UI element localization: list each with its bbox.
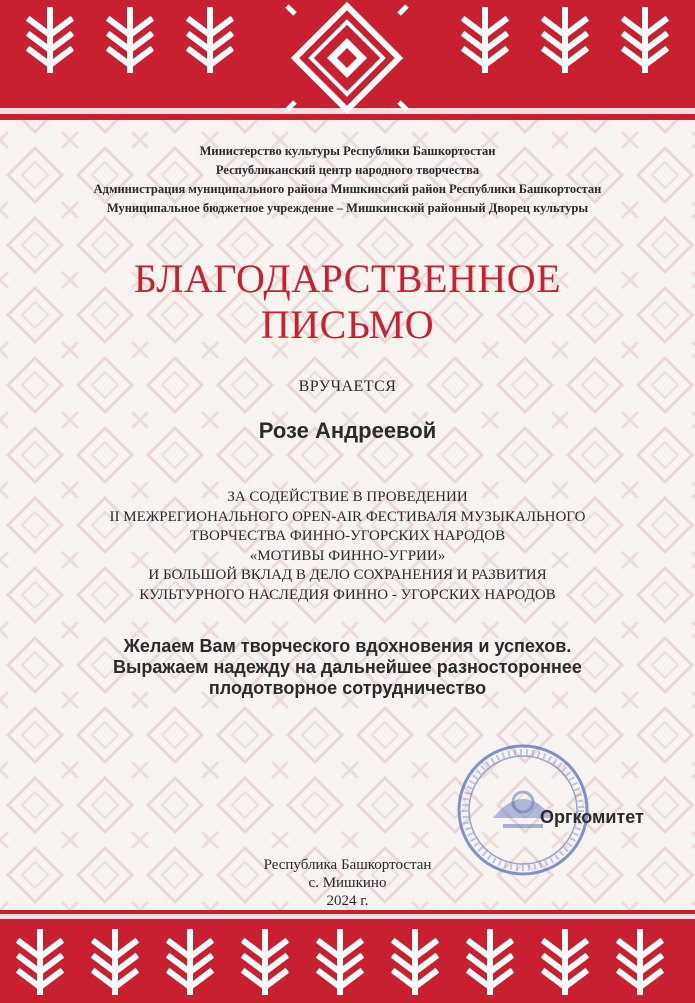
place-line: Республика Башкортостан — [263, 857, 432, 873]
reason-line: ТВОРЧЕСТВА ФИННО-УГОРСКИХ НАРОДОВ — [189, 528, 506, 545]
header-line: Администрация муниципального района Мишкинский район Республики Башкортостан — [93, 182, 602, 196]
reason-line: «МОТИВЫ ФИННО-УГРИИ» — [249, 547, 446, 564]
signature-label: Оргкомитет — [540, 807, 644, 827]
wishes-line: Желаем Вам творческого вдохновения и успехов. — [123, 636, 572, 656]
top-ornament-band — [0, 0, 695, 120]
reason-line: КУЛЬТУРНОГО НАСЛЕДИЯ ФИННО - УГОРСКИХ НАРОДОВ — [139, 586, 556, 603]
bottom-ornament-band — [0, 910, 695, 1003]
wishes-line: Выражаем надежду на дальнейшее разностороннее — [113, 657, 582, 677]
handed-label: ВРУЧАЕТСЯ — [298, 378, 397, 395]
title-line: ПИСЬМО — [260, 302, 435, 347]
title-line: БЛАГОДАРСТВЕННОЕ — [133, 256, 562, 301]
award-reason — [0, 488, 695, 606]
header-line: Министерство культуры Республики Башкортостан — [199, 144, 496, 158]
header-line: Республиканский центр народного творчества — [215, 163, 480, 177]
reason-line: ЗА СОДЕЙСТВИЕ В ПРОВЕДЕНИИ — [227, 489, 468, 505]
reason-line: И БОЛЬШОЙ ВКЛАД В ДЕЛО СОХРАНЕНИЯ И РАЗВИТИЯ — [148, 567, 547, 584]
top-ornament-graphic — [0, 0, 695, 120]
recipient-name: Розе Андреевой — [258, 418, 437, 443]
place-line: с. Мишкино — [308, 875, 387, 891]
issuer-header — [0, 142, 695, 218]
bottom-ornament-graphic — [0, 910, 695, 1003]
place-line: 2024 г. — [326, 893, 369, 909]
reason-line: II МЕЖРЕГИОНАЛЬНОГО OPEN-AIR ФЕСТИВАЛЯ МУЗЫКАЛЬНОГО — [109, 508, 586, 525]
place-and-year — [0, 856, 695, 910]
wishes-text — [0, 636, 695, 699]
document-title — [0, 256, 695, 348]
wishes-line: плодотворное сотрудничество — [208, 678, 487, 698]
header-line: Муниципальное бюджетное учреждение – Мишкинский районный Дворец культуры — [106, 201, 589, 215]
